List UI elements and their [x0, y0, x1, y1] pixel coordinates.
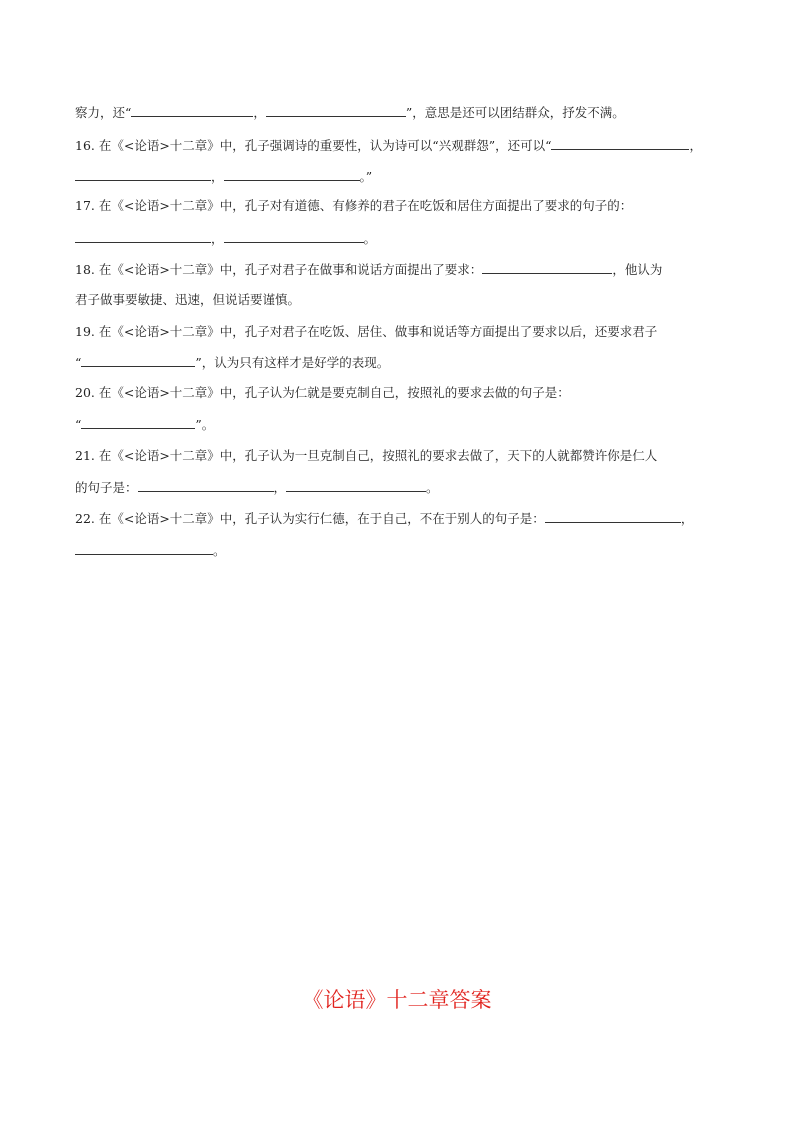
answer-blank[interactable]	[286, 477, 426, 492]
q16-text-b: ，	[689, 138, 702, 153]
question-21-line-1	[75, 446, 657, 466]
q16-text-d: 。”	[359, 169, 373, 184]
question-19-line-1	[75, 322, 657, 342]
q21-text-c: ，	[273, 480, 287, 495]
question-16-line-1	[75, 135, 702, 156]
q18-text-c: 君子做事要敏捷、迅速，但说话要谨慎。	[75, 292, 301, 307]
answer-blank[interactable]	[75, 540, 213, 555]
answer-blank[interactable]	[545, 508, 681, 523]
answer-blank[interactable]	[224, 228, 364, 243]
question-15-tail	[75, 102, 625, 123]
answer-blank[interactable]	[75, 228, 211, 243]
question-18-line-2	[75, 290, 300, 310]
q18-text-b: ，他认为	[612, 262, 663, 277]
answer-blank[interactable]	[224, 166, 360, 181]
q22-text-a: 22. 在《<论语>十二章》中，孔子认为实行仁德，在于自己，不在于别人的句子是：	[75, 511, 545, 526]
question-20-line-2	[75, 414, 214, 435]
question-17-line-2	[75, 228, 376, 249]
q15-text-b: ，	[253, 105, 266, 120]
answer-blank[interactable]	[138, 477, 274, 492]
answer-section-title: 《论语》十二章答案	[302, 988, 492, 1012]
q20-text-c: ”。	[195, 417, 215, 432]
q19-text-b: “	[75, 355, 82, 370]
q18-text-a: 18. 在《<论语>十二章》中，孔子对君子在做事和说话方面提出了要求：	[75, 262, 483, 277]
question-16-line-2	[75, 166, 372, 187]
q15-text-c: ”，意思是还可以团结群众，抒发不满。	[405, 105, 625, 120]
question-19-line-2	[75, 352, 389, 373]
question-22-line-2	[75, 540, 226, 561]
q20-text-a: 20. 在《<论语>十二章》中，孔子认为仁就是要克制自己，按照礼的要求去做的句子是：	[75, 385, 570, 400]
answer-blank[interactable]	[81, 352, 195, 367]
q21-text-a: 21. 在《<论语>十二章》中，孔子认为一旦克制自己，按照礼的要求去做了，天下的人就都赞许你是仁人	[75, 448, 658, 463]
q16-text-c: ，	[211, 169, 224, 184]
q22-text-c: 。	[213, 543, 226, 558]
answer-blank[interactable]	[131, 102, 253, 117]
answer-blank[interactable]	[551, 135, 689, 150]
q19-text-c: ”，认为只有这样才是好学的表现。	[195, 355, 390, 370]
q21-text-d: 。	[426, 480, 439, 495]
answer-blank[interactable]	[81, 414, 195, 429]
q17-text-b: ，	[211, 231, 224, 246]
q19-text-a: 19. 在《<论语>十二章》中，孔子对君子在吃饭、居住、做事和说话等方面提出了要求以后，还要求君子	[75, 324, 658, 339]
answer-blank[interactable]	[75, 166, 211, 181]
q15-text-a: 察力，还“	[75, 105, 132, 120]
q22-text-b: ，	[680, 511, 694, 526]
q17-text-a: 17. 在《<论语>十二章》中，孔子对有道德、有修养的君子在吃饭和居住方面提出了要求的句子的：	[75, 198, 633, 213]
question-22-line-1	[75, 508, 693, 529]
q21-text-b: 的句子是：	[75, 480, 138, 495]
q17-text-c: 。	[363, 231, 377, 246]
answer-blank[interactable]	[482, 259, 612, 274]
question-17-line-1	[75, 196, 632, 216]
q16-text-a: 16. 在《<论语>十二章》中，孔子强调诗的重要性，认为诗可以“兴观群怨”，还可以“	[75, 138, 552, 153]
question-18-line-1	[75, 259, 662, 280]
answer-blank[interactable]	[266, 102, 406, 117]
question-21-line-2	[75, 477, 439, 498]
q20-text-b: “	[75, 417, 82, 432]
question-20-line-1	[75, 383, 570, 403]
